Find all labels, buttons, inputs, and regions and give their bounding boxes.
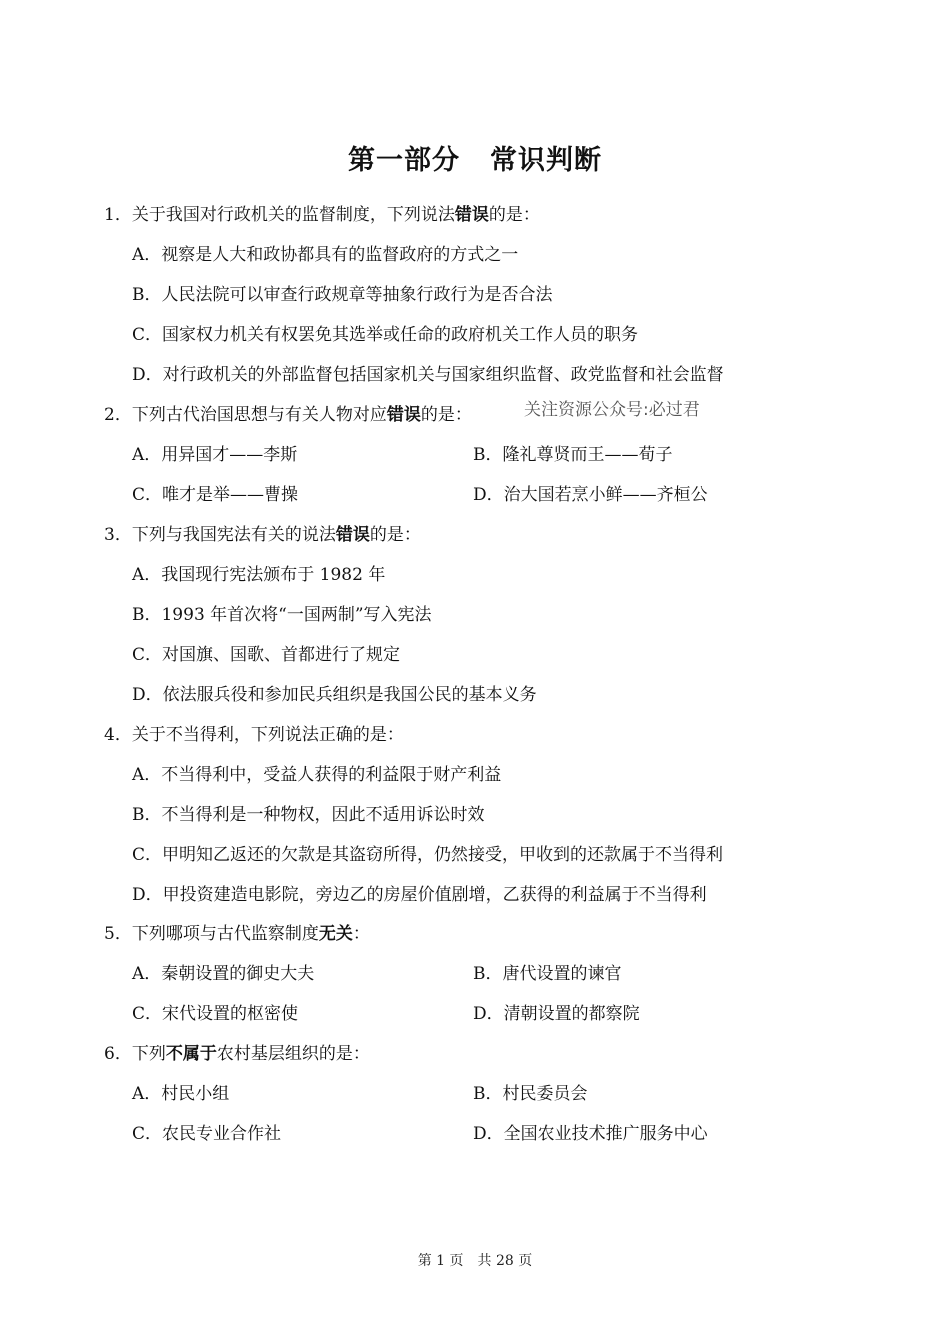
question-5-option-b: B．唐代设置的谏官 (473, 964, 622, 984)
question-6-keyword: 不属于 (165, 1044, 217, 1064)
question-1-option-a: A．视察是人大和政协都具有的监督政府的方式之一 (132, 245, 519, 265)
question-3-stem (104, 523, 421, 547)
question-2-option-d: D．治大国若烹小鲜——齐桓公 (473, 485, 708, 505)
question-1-option-d: D．对行政机关的外部监督包括国家机关与国家组织监督、政党监督和社会监督 (132, 365, 724, 385)
question-5-stem (104, 922, 370, 946)
question-5-stem-tail: ： (352, 924, 370, 944)
question-2-option-b: B．隆礼尊贤而王——荀子 (473, 445, 673, 465)
question-3-option-d: D．依法服兵役和参加民兵组织是我国公民的基本义务 (132, 685, 537, 705)
question-3-keyword: 错误 (335, 525, 370, 545)
section-title (0, 138, 950, 177)
question-2-option-a: A．用异国才——李斯 (132, 445, 298, 465)
question-3-option-a: A．我国现行宪法颁布于 1982 年 (132, 565, 386, 585)
page-footer: 第 1 页 共 28 页 (417, 1253, 533, 1269)
question-5-option-c: C．宋代设置的枢密使 (132, 1004, 299, 1024)
question-6-option-d: D．全国农业技术推广服务中心 (473, 1124, 708, 1144)
question-5-stem-text: 5．下列哪项与古代监察制度 (104, 924, 319, 944)
question-5-option-d: D．清朝设置的都察院 (473, 1004, 640, 1024)
question-6-option-c: C．农民专业合作社 (132, 1124, 282, 1144)
question-5-keyword: 无关 (318, 924, 353, 944)
question-3-stem-text: 3．下列与我国宪法有关的说法 (104, 525, 336, 545)
section-title-part: 第一部分 (348, 145, 460, 176)
question-1-keyword: 错误 (454, 205, 489, 225)
section-title-name: 常识判断 (490, 145, 602, 176)
question-1-stem (104, 203, 540, 227)
watermark-text: 关注资源公众号:必过君 (524, 400, 700, 420)
question-1-option-b: B．人民法院可以审查行政规章等抽象行政行为是否合法 (132, 285, 553, 305)
question-2-stem (104, 403, 472, 427)
question-1-stem-text: 1．关于我国对行政机关的监督制度，下列说法 (104, 205, 455, 225)
question-6-option-a: A．村民小组 (132, 1084, 230, 1104)
question-3-option-c: C．对国旗、国歌、首都进行了规定 (132, 645, 401, 665)
question-4-option-b: B．不当得利是一种物权，因此不适用诉讼时效 (132, 805, 485, 825)
question-2-keyword: 错误 (386, 405, 421, 425)
question-5-option-a: A．秦朝设置的御史大夫 (132, 964, 315, 984)
question-6-stem-tail: 农村基层组织的是： (216, 1044, 370, 1064)
question-1-stem-tail: 的是： (488, 205, 540, 225)
question-4-stem: 4．关于不当得利，下列说法正确的是： (104, 725, 404, 745)
question-6-stem-text: 6．下列 (104, 1044, 166, 1064)
question-2-stem-text: 2．下列古代治国思想与有关人物对应 (104, 405, 387, 425)
question-4-option-c: C．甲明知乙返还的欠款是其盗窃所得，仍然接受，甲收到的还款属于不当得利 (132, 845, 724, 865)
question-4-option-a: A．不当得利中，受益人获得的利益限于财产利益 (132, 765, 502, 785)
question-3-option-b: B．1993 年首次将“一国两制”写入宪法 (132, 605, 432, 625)
question-2-option-c: C．唯才是举——曹操 (132, 485, 299, 505)
question-1-option-c: C．国家权力机关有权罢免其选举或任命的政府机关工作人员的职务 (132, 325, 639, 345)
question-3-stem-tail: 的是： (369, 525, 421, 545)
question-6-stem (104, 1042, 370, 1066)
question-6-option-b: B．村民委员会 (473, 1084, 588, 1104)
question-2-stem-tail: 的是： (420, 405, 472, 425)
question-4-option-d: D．甲投资建造电影院，旁边乙的房屋价值剧增，乙获得的利益属于不当得利 (132, 885, 707, 905)
